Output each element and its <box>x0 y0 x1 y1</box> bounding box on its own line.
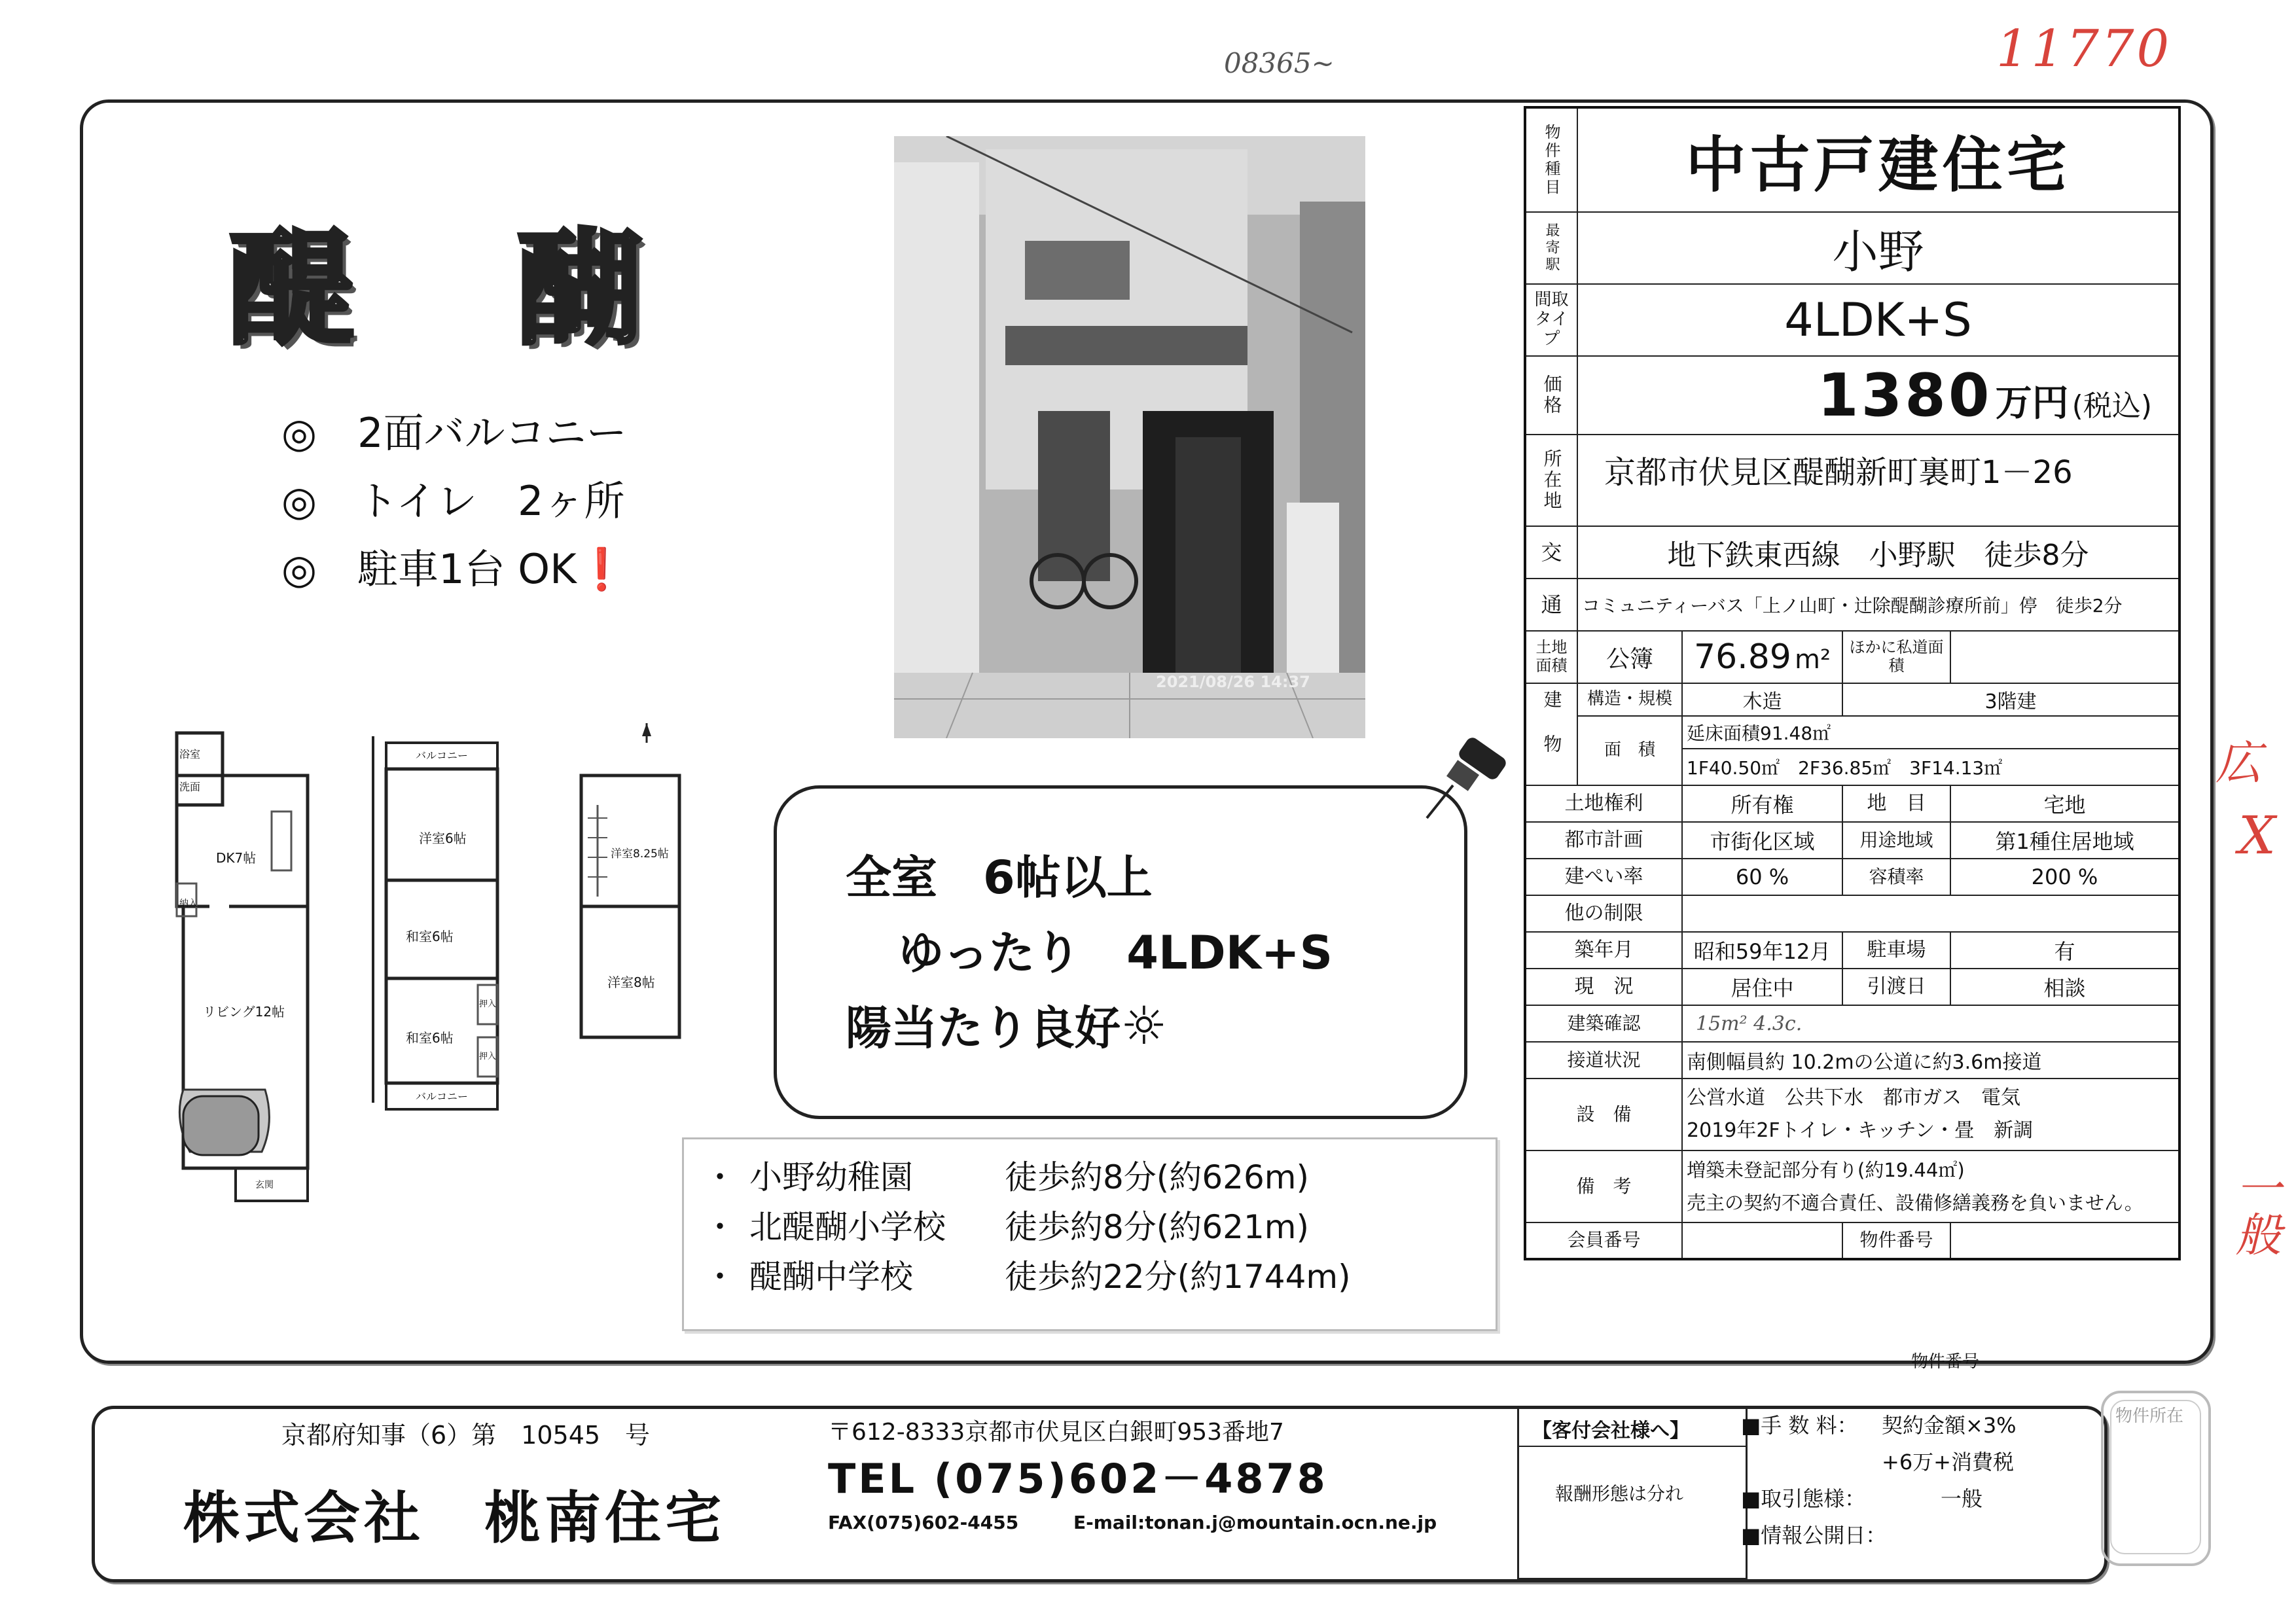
feature-text: 2面バルコニー <box>357 409 627 457</box>
callout-text: 陽当たり良好 <box>846 1001 1121 1055</box>
margin-note-2: X <box>2238 805 2276 866</box>
house-photo-image <box>894 136 1365 738</box>
other-restrictions <box>1682 895 2179 932</box>
chimoku-label: 地 目 <box>1842 785 1950 822</box>
layout-label: 間取タイプ <box>1525 284 1577 356</box>
notes-label: 備 考 <box>1525 1150 1682 1222</box>
equipment-cell <box>1682 1079 2179 1150</box>
fee-block <box>1741 1407 2017 1554</box>
handover-date: 相談 <box>1950 969 2179 1005</box>
price-value: 1380 <box>1817 361 1992 430</box>
struct-label: 構造・規模 <box>1577 683 1682 716</box>
location-stamp-box <box>2101 1391 2211 1566</box>
transport-label-1: 交 <box>1525 526 1577 579</box>
school-row <box>704 1252 1351 1302</box>
company-email: E-mail:tonan.j@mountain.ocn.ne.jp <box>1073 1512 1437 1533</box>
floorplan-1f <box>170 726 334 1243</box>
room-label: DK7帖 <box>216 850 257 866</box>
feature-item <box>281 467 627 535</box>
equipment-label: 設 備 <box>1525 1079 1682 1150</box>
feature-mark: ◎ <box>281 409 317 457</box>
handwritten-number: 11770 <box>1996 20 2172 79</box>
notice-body: 報酬形態は分れ <box>1555 1483 1684 1505</box>
fee-value: 契約金額×3% <box>1882 1413 2017 1438</box>
land-area: 76.89 <box>1694 637 1791 677</box>
room-label: バルコニー <box>416 1090 469 1103</box>
fee-label: ■手 数 料： <box>1741 1413 1858 1438</box>
mode-row <box>1741 1480 2017 1517</box>
bullet: ・ <box>704 1258 736 1296</box>
house-photo <box>894 136 1365 738</box>
type-label: 物件種目 <box>1542 123 1560 197</box>
agent-notice-box <box>1517 1406 1748 1580</box>
built-label: 築年月 <box>1525 932 1682 969</box>
room-label: 洗面 <box>179 781 201 793</box>
company-name: 株式会社 桃南住宅 <box>183 1486 725 1551</box>
price-unit: 万円 <box>1995 382 2069 425</box>
feature-list <box>281 399 627 603</box>
current-status: 居住中 <box>1682 969 1842 1005</box>
equipment-line: 公営水道 公共下水 都市ガス 電気 <box>1687 1086 2020 1109</box>
room-label: 玄関 <box>255 1180 274 1190</box>
status-label: 現 況 <box>1525 969 1682 1005</box>
room-label: 浴室 <box>179 748 201 760</box>
room-label: 押入 <box>479 1052 497 1061</box>
bldg-label: 建物 <box>1541 690 1563 779</box>
callout-line-2: ゆったり 4LDK+S <box>898 926 1333 980</box>
transport-line-2: コミュニティーバス「上ノ山町・辻除醍醐診療所前」停 徒歩2分 <box>1577 579 2179 631</box>
rights-label: 土地権利 <box>1525 785 1682 822</box>
room-label: 押入 <box>479 999 497 1009</box>
school-name: 醍醐中学校 <box>749 1258 913 1296</box>
note-line: 売主の契約不適合責任、設備修繕義務を負いません。 <box>1687 1192 2144 1214</box>
private-road-value <box>1950 631 2179 683</box>
land-category: 宅地 <box>1950 785 2179 822</box>
building-confirmation: 15m² 4.3c. <box>1682 1005 2179 1042</box>
room-label: 和室6帖 <box>406 1030 454 1046</box>
bldg-label-cell <box>1525 683 1577 785</box>
open-row <box>1741 1517 2017 1554</box>
price-label-cell <box>1525 356 1577 435</box>
feature-callout <box>774 785 1467 1119</box>
room-label: リビング12帖 <box>203 1004 285 1020</box>
structure: 木造 <box>1682 683 1842 716</box>
zoning-label: 用途地域 <box>1842 822 1950 859</box>
floor-area-ratio: 200 % <box>1950 859 2179 895</box>
handwritten-code: 08365~ <box>1224 47 1335 79</box>
callout-line-1: 全室 6帖以上 <box>846 851 1153 904</box>
address: 京都市伏見区醍醐新町裏町1－26 <box>1577 435 2179 526</box>
feature-text: トイレ 2ヶ所 <box>357 477 625 525</box>
building-coverage: 60 % <box>1682 859 1842 895</box>
school-distance: 徒歩約8分(約626m) <box>1005 1158 1309 1196</box>
license-number: 京都府知事（6）第 10545 号 <box>281 1421 651 1450</box>
land-area-cell <box>1682 631 1842 683</box>
station-label-cell <box>1525 212 1577 284</box>
location-stamp-label: 物件所在 <box>2115 1406 2184 1426</box>
room-label: 和室6帖 <box>406 929 454 944</box>
school-row <box>704 1152 1351 1202</box>
road-label: 接道状況 <box>1525 1042 1682 1079</box>
confirm-label: 建築確認 <box>1525 1005 1682 1042</box>
price-cell <box>1577 356 2179 435</box>
address-label: 所在地 <box>1541 449 1563 512</box>
room-label: バルコニー <box>416 749 469 762</box>
parking-label: 駐車場 <box>1842 932 1950 969</box>
built-date: 昭和59年12月 <box>1682 932 1842 969</box>
private-road-label: ほかに私道面積 <box>1842 631 1950 683</box>
price-tax: (税込) <box>2072 389 2153 423</box>
type-label-cell <box>1525 107 1577 212</box>
transport-label-2: 通 <box>1525 579 1577 631</box>
city-plan: 市街化区域 <box>1682 822 1842 859</box>
equipment-line: 2019年2Fトイレ・キッチン・畳 新調 <box>1687 1119 2034 1142</box>
callout-line-3 <box>846 991 1168 1058</box>
floorplan-2f <box>367 730 524 1116</box>
feature-mark: ◎ <box>281 477 317 525</box>
feature-item <box>281 399 627 467</box>
company-fax: FAX(075)602-4455 <box>828 1512 1019 1533</box>
total-floor-area: 延床面積91.48㎡ <box>1682 716 2179 749</box>
fee-value-2: +6万+消費税 <box>1882 1450 2014 1474</box>
transaction-mode: 一般 <box>1941 1486 1983 1511</box>
company-tel: TEL (075)602－4878 <box>828 1455 1328 1503</box>
school-name: 小野幼稚園 <box>749 1158 913 1196</box>
property-no-label: 物件番号 <box>1842 1222 1950 1259</box>
feature-text: 駐車1台 OK❗ <box>357 545 627 593</box>
notes-cell <box>1682 1150 2179 1222</box>
school-distance: 徒歩約8分(約621m) <box>1005 1208 1309 1246</box>
margin-note-3: 一般 <box>2228 1165 2282 1257</box>
open-label: ■情報公開日： <box>1741 1523 1887 1548</box>
area-label: 面 積 <box>1577 716 1682 785</box>
member-no <box>1682 1222 1842 1259</box>
room-label: 洋室8帖 <box>607 974 655 990</box>
zoning: 第1種住居地域 <box>1950 822 2179 859</box>
company-address: 〒612-8333京都市伏見区白銀町953番地7 <box>828 1419 1284 1446</box>
parking: 有 <box>1950 932 2179 969</box>
school-row <box>704 1202 1351 1252</box>
bullet: ・ <box>704 1208 736 1246</box>
room-label: 納入 <box>179 899 198 909</box>
sun-icon: ☼ <box>1121 995 1168 1056</box>
property-spec-table <box>1524 106 2181 1260</box>
transport-line-1: 地下鉄東西線 小野駅 徒歩8分 <box>1577 526 2179 579</box>
margin-note-1: 広 <box>2215 736 2261 790</box>
room-label: 洋室6帖 <box>419 830 467 846</box>
school-distance: 徒歩約22分(約1744m) <box>1005 1258 1351 1296</box>
layout-type: 4LDK+S <box>1577 284 2179 356</box>
school-name: 北醍醐小学校 <box>749 1208 946 1246</box>
property-no-caption: 物件番号 <box>1911 1352 1980 1372</box>
mode-label: ■取引態様： <box>1741 1486 1866 1511</box>
road-access: 南側幅員約 10.2mの公道に約3.6m接道 <box>1682 1042 2179 1079</box>
address-label-cell <box>1525 435 1577 526</box>
fee-row <box>1741 1407 2017 1444</box>
land-kind: 公簿 <box>1577 631 1682 683</box>
land-unit: m² <box>1794 645 1831 675</box>
other-restrictions-label: 他の制限 <box>1525 895 1682 932</box>
land-rights: 所有権 <box>1682 785 1842 822</box>
bullet: ・ <box>704 1158 736 1196</box>
property-type: 中古戸建住宅 <box>1577 107 2179 212</box>
notice-title: 【客付会社様へ】 <box>1532 1419 1689 1442</box>
floor-breakdown: 1F40.50㎡ 2F36.85㎡ 3F14.13㎡ <box>1682 749 2179 785</box>
land-label: 土地面積 <box>1525 631 1577 683</box>
nearest-station: 小野 <box>1577 212 2179 284</box>
floors: 3階建 <box>1842 683 2179 716</box>
price-label: 価格 <box>1541 374 1563 416</box>
floorplan-3f <box>575 720 692 1060</box>
photo-timestamp: 2021/08/26 14:37 <box>1156 673 1310 691</box>
fee-row-2 <box>1741 1444 2017 1480</box>
room-label: 洋室8.25帖 <box>611 847 669 861</box>
station-label: 最寄駅 <box>1543 223 1560 274</box>
far-label: 容積率 <box>1842 859 1950 895</box>
schools-box <box>682 1137 1498 1331</box>
note-line: 増築未登記部分有り(約19.44㎡) <box>1687 1159 1965 1181</box>
area-name: 醍 醐 <box>229 217 662 362</box>
pushpin-icon <box>1420 733 1512 825</box>
feature-mark: ◎ <box>281 545 317 593</box>
feature-item <box>281 535 627 603</box>
member-no-label: 会員番号 <box>1525 1222 1682 1259</box>
coverage-label: 建ぺい率 <box>1525 859 1682 895</box>
property-no <box>1950 1222 2179 1259</box>
handover-label: 引渡日 <box>1842 969 1950 1005</box>
city-plan-label: 都市計画 <box>1525 822 1682 859</box>
